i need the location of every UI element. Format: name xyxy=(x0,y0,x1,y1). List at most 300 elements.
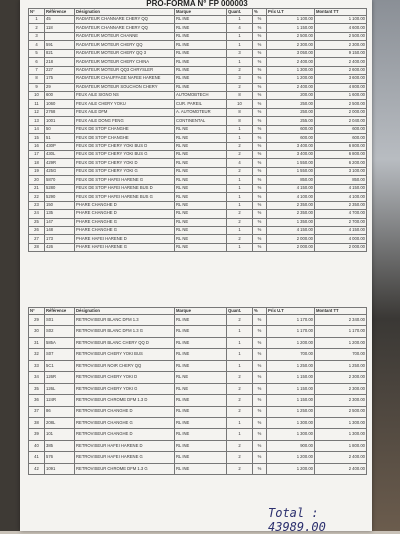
brand: RL INE xyxy=(175,58,227,66)
quantity: 2 xyxy=(227,452,253,463)
table-row xyxy=(29,360,367,371)
discount: % xyxy=(253,167,267,175)
unit-price: 1 300.00 xyxy=(267,417,315,428)
column-header: Désignation xyxy=(75,308,175,315)
row-number: 25 xyxy=(29,218,45,226)
table-row xyxy=(29,349,367,360)
amount: 2 040.00 xyxy=(315,117,367,125)
reference: 600 xyxy=(45,91,75,99)
brand: RL INE xyxy=(175,66,227,74)
discount: % xyxy=(253,226,267,234)
table-row xyxy=(29,134,367,142)
table-row xyxy=(29,406,367,417)
row-number: 31 xyxy=(29,337,45,348)
discount: % xyxy=(253,349,267,360)
quantity: 1 xyxy=(227,360,253,371)
reference: 1091 xyxy=(45,463,75,474)
quantity: 2 xyxy=(227,151,253,159)
row-number: 38 xyxy=(29,417,45,428)
quantity: 2 xyxy=(227,167,253,175)
unit-price: 2 300.00 xyxy=(267,41,315,49)
reference: 173 xyxy=(45,235,75,243)
unit-price: 1 150.00 xyxy=(267,24,315,32)
reference: 218 xyxy=(45,58,75,66)
discount: % xyxy=(253,184,267,192)
discount: % xyxy=(253,315,267,326)
designation: FEUX DE STOP CHERY YOKI G xyxy=(75,167,175,175)
table-row xyxy=(29,58,367,66)
reference: S01 xyxy=(45,315,75,326)
designation: RETROVISEUR CHERY YOKI D xyxy=(75,372,175,383)
quantity: 2 xyxy=(227,383,253,394)
row-number: 29 xyxy=(29,315,45,326)
quantity: 2 xyxy=(227,210,253,218)
reference: S02 xyxy=(45,326,75,337)
brand: RL NE xyxy=(175,226,227,234)
column-header: % xyxy=(253,308,267,315)
unit-price: 700.00 xyxy=(267,349,315,360)
amount: 2 400.00 xyxy=(315,463,367,474)
table-row xyxy=(29,210,367,218)
row-number: 41 xyxy=(29,452,45,463)
reference: 135 xyxy=(45,210,75,218)
reference: 126R xyxy=(45,372,75,383)
row-number: 15 xyxy=(29,134,45,142)
discount: % xyxy=(253,406,267,417)
discount: % xyxy=(253,125,267,133)
amount: 9 150.00 xyxy=(315,49,367,57)
document-paper xyxy=(20,0,372,534)
unit-price: 1 150.00 xyxy=(267,372,315,383)
brand: RL NE xyxy=(175,151,227,159)
unit-price: 1 300.00 xyxy=(267,429,315,440)
quantity: 3 xyxy=(227,75,253,83)
row-number: 32 xyxy=(29,349,45,360)
amount: 2 000.00 xyxy=(315,108,367,116)
amount: 4 000.00 xyxy=(315,235,367,243)
row-number: 26 xyxy=(29,226,45,234)
table-row xyxy=(29,372,367,383)
reference: 576 xyxy=(45,452,75,463)
brand: RL INE xyxy=(175,337,227,348)
unit-price: 1 100.00 xyxy=(267,16,315,24)
amount: 600.00 xyxy=(315,125,367,133)
unit-price: 2 000.00 xyxy=(267,243,315,251)
designation: FEUX DE STOP HAFEI HARENE BUS D xyxy=(75,184,175,192)
row-number: 8 xyxy=(29,75,45,83)
designation: FEUX AILE CHERY YOKU xyxy=(75,100,175,108)
row-number: 7 xyxy=(29,66,45,74)
sheet-page-1 xyxy=(28,0,366,252)
designation: RETROVISEUR CHANGHE G xyxy=(75,417,175,428)
brand: RL INE xyxy=(175,463,227,474)
quantity: 8 xyxy=(227,108,253,116)
reference: 124R xyxy=(45,395,75,406)
unit-price: 3 400.00 xyxy=(267,151,315,159)
brand: RL INE xyxy=(175,49,227,57)
unit-price: 3 400.00 xyxy=(267,142,315,150)
designation: FEUX AILE DFM xyxy=(75,108,175,116)
column-header: Désignation xyxy=(75,9,175,16)
amount: 700.00 xyxy=(315,349,367,360)
reference: 430P xyxy=(45,142,75,150)
discount: % xyxy=(253,142,267,150)
row-number: 9 xyxy=(29,83,45,91)
reference: 101 xyxy=(45,429,75,440)
discount: % xyxy=(253,235,267,243)
designation: PHARE HAFEI HARENE G xyxy=(75,243,175,251)
designation: RETROVISEUR HAFEI HARENE D xyxy=(75,440,175,451)
unit-price: 1 200.00 xyxy=(267,337,315,348)
table-row xyxy=(29,125,367,133)
unit-price: 4 100.00 xyxy=(267,193,315,201)
discount: % xyxy=(253,417,267,428)
unit-price: 255.00 xyxy=(267,117,315,125)
table-row xyxy=(29,108,367,116)
document-title: PRO-FORMA N° FP 000003 xyxy=(146,0,248,8)
amount: 2 400.00 xyxy=(315,452,367,463)
row-number: 17 xyxy=(29,151,45,159)
unit-price: 1 200.00 xyxy=(267,452,315,463)
table-row xyxy=(29,41,367,49)
quantity: 1 xyxy=(227,337,253,348)
unit-price: 4 150.00 xyxy=(267,226,315,234)
quantity: 4 xyxy=(227,159,253,167)
reference: 227 xyxy=(45,66,75,74)
brand: RL NE xyxy=(175,134,227,142)
unit-price: 200.00 xyxy=(267,91,315,99)
amount: 1 100.00 xyxy=(315,16,367,24)
items-table-1 xyxy=(28,8,367,252)
reference: 208L xyxy=(45,417,75,428)
reference: 150 xyxy=(45,201,75,209)
designation: FEUX DE STOP CHANGHE xyxy=(75,134,175,142)
row-number: 4 xyxy=(29,41,45,49)
quantity: 2 xyxy=(227,315,253,326)
unit-price: 1 250.00 xyxy=(267,360,315,371)
unit-price: 3 050.00 xyxy=(267,49,315,57)
row-number: 40 xyxy=(29,440,45,451)
brand: RL INE xyxy=(175,395,227,406)
table-row xyxy=(29,235,367,243)
amount: 1 300.00 xyxy=(315,417,367,428)
reference: 50 xyxy=(45,125,75,133)
quantity: 2 xyxy=(227,395,253,406)
amount: 1 250.00 xyxy=(315,360,367,371)
table-1-header xyxy=(29,9,367,16)
reference: 45 xyxy=(45,16,75,24)
brand: RL INE xyxy=(175,24,227,32)
discount: % xyxy=(253,440,267,451)
unit-price: 600.00 xyxy=(267,134,315,142)
amount: 1 800.00 xyxy=(315,440,367,451)
designation: FEUX DE STOP CHERY YOKI BUS G xyxy=(75,151,175,159)
row-number: 30 xyxy=(29,326,45,337)
row-number: 34 xyxy=(29,372,45,383)
unit-price: 2 400.00 xyxy=(267,83,315,91)
amount: 6 800.00 xyxy=(315,142,367,150)
unit-price: 1 300.00 xyxy=(267,66,315,74)
quantity: 1 xyxy=(227,349,253,360)
designation: FEUX DE STOP HAFEI HARENE G xyxy=(75,176,175,184)
column-header: Prix U.T xyxy=(267,9,315,16)
reference: 430L xyxy=(45,151,75,159)
quantity: 1 xyxy=(227,226,253,234)
discount: % xyxy=(253,108,267,116)
brand: RL INE xyxy=(175,41,227,49)
quantity: 1 xyxy=(227,32,253,40)
reference: 385 xyxy=(45,440,75,451)
amount: 2 500.00 xyxy=(315,406,367,417)
brand: RL INE xyxy=(175,315,227,326)
unit-price: 2 400.00 xyxy=(267,58,315,66)
amount: 850.00 xyxy=(315,176,367,184)
unit-price: 1 200.00 xyxy=(267,75,315,83)
table-row xyxy=(29,326,367,337)
total-handwritten xyxy=(268,506,372,534)
table-row xyxy=(29,151,367,159)
reference: 126L xyxy=(45,383,75,394)
discount: % xyxy=(253,337,267,348)
background-right xyxy=(370,0,400,531)
quantity: 1 xyxy=(227,16,253,24)
discount: % xyxy=(253,16,267,24)
table-row xyxy=(29,75,367,83)
brand: A. AUTOMOTEUR xyxy=(175,108,227,116)
brand: RL NE xyxy=(175,167,227,175)
brand: RL INE xyxy=(175,75,227,83)
table-row xyxy=(29,429,367,440)
brand: RL NE xyxy=(175,243,227,251)
quantity: 1 xyxy=(227,243,253,251)
reference: 1060 xyxy=(45,100,75,108)
brand: RL INE xyxy=(175,417,227,428)
brand: AUTOMOBTECH xyxy=(175,91,227,99)
quantity: 1 xyxy=(227,41,253,49)
quantity: 8 xyxy=(227,117,253,125)
column-header: Référence xyxy=(45,9,75,16)
quantity: 2 xyxy=(227,142,253,150)
designation: RADIATEUR MOTEUR CHANNE xyxy=(75,32,175,40)
discount: % xyxy=(253,429,267,440)
reference: 5870 xyxy=(45,176,75,184)
reference: 591 xyxy=(45,41,75,49)
unit-price: 2 000.00 xyxy=(267,235,315,243)
unit-price: 1 550.00 xyxy=(267,159,315,167)
row-number: 24 xyxy=(29,210,45,218)
quantity: 2 xyxy=(227,83,253,91)
amount: 4 150.00 xyxy=(315,184,367,192)
row-number: 22 xyxy=(29,193,45,201)
discount: % xyxy=(253,372,267,383)
amount: 2 340.00 xyxy=(315,315,367,326)
reference: 147 xyxy=(45,218,75,226)
amount: 2 300.00 xyxy=(315,383,367,394)
amount: 2 350.00 xyxy=(315,201,367,209)
amount: 2 000.00 xyxy=(315,243,367,251)
row-number: 14 xyxy=(29,125,45,133)
row-number: 21 xyxy=(29,184,45,192)
amount: 2 700.00 xyxy=(315,218,367,226)
discount: % xyxy=(253,395,267,406)
discount: % xyxy=(253,83,267,91)
designation: RADIATEUR CHAUFFAGE NAFEE HARENE xyxy=(75,75,175,83)
discount: % xyxy=(253,151,267,159)
brand: RL INE xyxy=(175,452,227,463)
discount: % xyxy=(253,100,267,108)
unit-price: 4 150.00 xyxy=(267,184,315,192)
reference: 51 xyxy=(45,134,75,142)
designation: FEUX DE STOP CHERY YOKI BUS D xyxy=(75,142,175,150)
discount: % xyxy=(253,58,267,66)
row-number: 12 xyxy=(29,108,45,116)
designation: PHARE HAFEI HARENE D xyxy=(75,235,175,243)
quantity: 10 xyxy=(227,100,253,108)
designation: RETROVISEUR BLANC DFM 1.3 G xyxy=(75,326,175,337)
table-row xyxy=(29,226,367,234)
reference: 118 xyxy=(45,24,75,32)
amount: 4 800.00 xyxy=(315,83,367,91)
designation: PHARE CHANGHE D xyxy=(75,201,175,209)
brand: RL NE xyxy=(175,383,227,394)
row-number: 36 xyxy=(29,395,45,406)
table-row xyxy=(29,100,367,108)
quantity: 2 xyxy=(227,235,253,243)
designation: PHARE CHANGHE G xyxy=(75,226,175,234)
table-row xyxy=(29,193,367,201)
brand: RL NE xyxy=(175,142,227,150)
unit-price: 600.00 xyxy=(267,125,315,133)
brand: RL NE xyxy=(175,193,227,201)
reference: 821 xyxy=(45,49,75,57)
brand: RL INE xyxy=(175,16,227,24)
discount: % xyxy=(253,193,267,201)
amount: 3 600.00 xyxy=(315,75,367,83)
row-number: 3 xyxy=(29,32,45,40)
table-row xyxy=(29,66,367,74)
amount: 6 800.00 xyxy=(315,151,367,159)
designation: RADIATEUR MOTEUR CHERY QQ xyxy=(75,41,175,49)
unit-price: 900.00 xyxy=(267,440,315,451)
amount: 2 600.00 xyxy=(315,66,367,74)
table-2-header xyxy=(29,308,367,315)
brand: RL INE xyxy=(175,349,227,360)
unit-price: 1 170.00 xyxy=(267,315,315,326)
designation: FEUX AILE SIGNO NS xyxy=(75,91,175,99)
table-row xyxy=(29,440,367,451)
quantity: 1 xyxy=(227,125,253,133)
designation: RETROVISEUR CHANGHE D xyxy=(75,429,175,440)
designation: RETROVISEUR CHROME DFM 1.3 D xyxy=(75,395,175,406)
amount: 3 100.00 xyxy=(315,167,367,175)
table-row xyxy=(29,83,367,91)
amount: 4 600.00 xyxy=(315,24,367,32)
row-number: 2 xyxy=(29,24,45,32)
table-row xyxy=(29,243,367,251)
reference: 429R xyxy=(45,159,75,167)
table-row xyxy=(29,32,367,40)
discount: % xyxy=(253,201,267,209)
reference: 1001 xyxy=(45,117,75,125)
column-header: Quant. xyxy=(227,9,253,16)
table-row xyxy=(29,201,367,209)
discount: % xyxy=(253,383,267,394)
column-header: Montant TT xyxy=(315,9,367,16)
discount: % xyxy=(253,218,267,226)
unit-price: 1 550.00 xyxy=(267,167,315,175)
unit-price: 1 150.00 xyxy=(267,383,315,394)
table-row xyxy=(29,176,367,184)
table-row xyxy=(29,184,367,192)
designation: RADIATEUR MOTEUR CHERY QQ 3 xyxy=(75,49,175,57)
reference: 86 xyxy=(45,406,75,417)
row-number: 42 xyxy=(29,463,45,474)
table-row xyxy=(29,16,367,24)
table-row xyxy=(29,463,367,474)
designation: FEUX DE STOP CHANGHE xyxy=(75,125,175,133)
unit-price: 2 500.00 xyxy=(267,32,315,40)
unit-price: 250.00 xyxy=(267,108,315,116)
designation: FEUX DE STOP CHERY YOKI D xyxy=(75,159,175,167)
unit-price: 2 350.00 xyxy=(267,210,315,218)
row-number: 5 xyxy=(29,49,45,57)
designation: FEUX AILE DONG FENG xyxy=(75,117,175,125)
discount: % xyxy=(253,66,267,74)
unit-price: 1 350.00 xyxy=(267,218,315,226)
quantity: 1 xyxy=(227,429,253,440)
quantity: 1 xyxy=(227,134,253,142)
column-header: % xyxy=(253,9,267,16)
brand: RL INE xyxy=(175,429,227,440)
unit-price: 2 350.00 xyxy=(267,201,315,209)
designation: RADIATEUR MOTEUR CHERY CHINA xyxy=(75,58,175,66)
quantity: 1 xyxy=(227,201,253,209)
column-header: Marque xyxy=(175,9,227,16)
quantity: 2 xyxy=(227,372,253,383)
reference: 585A xyxy=(45,337,75,348)
designation: PHARE CHANGHE G xyxy=(75,218,175,226)
amount: 600.00 xyxy=(315,134,367,142)
amount: 1 600.00 xyxy=(315,91,367,99)
row-number: 27 xyxy=(29,235,45,243)
amount: 4 100.00 xyxy=(315,193,367,201)
background-left xyxy=(0,0,22,531)
table-row xyxy=(29,24,367,32)
brand: RL NE xyxy=(175,201,227,209)
quantity: 3 xyxy=(227,49,253,57)
discount: % xyxy=(253,41,267,49)
row-number: 23 xyxy=(29,201,45,209)
unit-price: 1 170.00 xyxy=(267,326,315,337)
brand: RL NE xyxy=(175,159,227,167)
reference: 5C1 xyxy=(45,360,75,371)
amount: 1 170.00 xyxy=(315,326,367,337)
unit-price: 850.00 xyxy=(267,176,315,184)
row-number: 16 xyxy=(29,142,45,150)
designation: RETROVISEUR NOIR CHERY QQ xyxy=(75,360,175,371)
table-row xyxy=(29,337,367,348)
brand: RL INE xyxy=(175,406,227,417)
designation: RETROVISEUR CHERY YOKI G xyxy=(75,383,175,394)
brand: RL NE xyxy=(175,372,227,383)
brand: RL NE xyxy=(175,125,227,133)
reference: 2768 xyxy=(45,108,75,116)
items-table-2 xyxy=(28,307,367,475)
designation: RETROVISEUR CHANGHE D xyxy=(75,406,175,417)
discount: % xyxy=(253,176,267,184)
amount: 2 300.00 xyxy=(315,372,367,383)
reference xyxy=(45,32,75,40)
